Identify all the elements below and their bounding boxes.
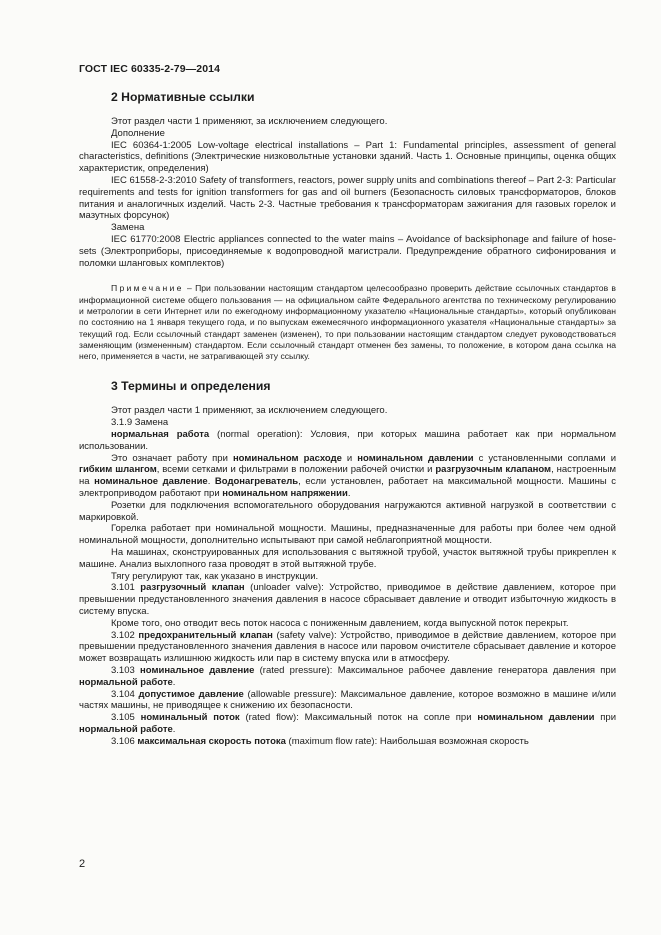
text: Это означает работу при [111, 452, 233, 464]
text: . [207, 476, 215, 488]
term: гибким шлангом [79, 464, 157, 476]
paragraph: Этот раздел части 1 применяют, за исключением следующего. [111, 116, 388, 127]
document-header: ГОСТ IEC 60335-2-79—2014 [79, 63, 221, 75]
definition-text: (normal operation): Условия, при которых машина работает как при нормальном использовании. [79, 429, 616, 452]
paragraph: Дополнение [111, 127, 165, 139]
definition-number: 3.105 [111, 712, 141, 724]
term: номинальном давлении [357, 452, 474, 464]
definition-3-103 [79, 665, 616, 689]
text: , если установлен, работает на максимальной мощности. Машины с электроприводом работают при [79, 476, 617, 500]
paragraph-normal-operation-detail [79, 453, 616, 500]
text: . [347, 488, 351, 500]
term: разгрузочный клапан [140, 582, 245, 594]
term: нормальной работе [79, 723, 173, 735]
paragraph: На машинах, сконструированных для использования с вытяжной трубой, участок вытяжной трубы прикреплен к машине. Анализ выхлопного газа проводят в этой вытяжной трубе. [79, 547, 616, 570]
definition-number: 3.103 [111, 664, 141, 676]
text: , настроенным на [79, 464, 616, 488]
definition-number: 3.106 [111, 735, 138, 747]
page-number: 2 [79, 858, 86, 870]
text: с установленными соплами и [473, 452, 617, 464]
reference-iec-61770: IEC 61770:2008 Electric appliances connected to the water mains – Avoidance of backsiphonage and failure of hose-sets (Электроприборы, присоединяемые к водопроводной магистрали. Предупреждение обратного сифонирования и поломки шланговых комплектов) [79, 233, 616, 269]
section-3-heading: 3 Термины и определения [111, 379, 271, 394]
term: разгрузочным клапаном [435, 464, 552, 476]
term: номинальном напряжении [222, 488, 348, 500]
text: , всеми сетками и фильтрами в положении рабочей очистки и [156, 464, 436, 476]
paragraph: Розетки для подключения вспомогательного оборудования нагружаются активной нагрузкой в соответствии с маркировкой. [79, 499, 616, 523]
definition-text: (rated flow): Максимальный поток на сопле при [239, 712, 478, 724]
definition-text: (allowable pressure): Максимальное давление, которое возможно в машине и/или частях машины, не приводящее к снижению их безопасности. [79, 688, 616, 712]
definition-3-106 [79, 736, 616, 748]
term: максимальная скорость потока [137, 735, 286, 747]
note-text: – При пользовании настоящим стандартом целесообразно проверить действие ссылочных стандартов в информационной системе общего пользования — на официальном сайте Федерального агентства по техническому регулированию и метрологии в сети Интернет или по ежегодному информационному указателю «Национальные стандарты», который опубликован по состоянию на 1 января текущего года, и по выпускам ежемесячного информационного указателя «Национальные стандарты» за текущий год. Если ссылочный стандарт заменен (изменен), то при пользовании настоящим стандартом следует руководствоваться заменяющим (измененным) стандартом. Если ссылочный стандарт отменен без замены, то положение, в котором дана ссылка на него, применяется в части, не затрагивающей эту ссылку. [79, 283, 616, 362]
reference-iec-61558: IEC 61558-2-3:2010 Safety of transformers, reactors, power supply units and combinations thereof – Part 2-3: Particular requirements and tests for ignition transformers for gas and oil burners (Безопасность силовых трансформаторов, блоков питания и аналогичных изделий. Часть 2-3. Частные требования к трансформаторам зажигания для газовых горелок и мазутных форсунок) [79, 174, 616, 222]
text: . [172, 676, 176, 688]
text: . [172, 723, 176, 735]
term: нормальная работа [111, 429, 210, 441]
paragraph: Замена [111, 222, 145, 234]
paragraph: Кроме того, оно отводит весь поток насоса с пониженным давлением, когда выпускной поток перекрыт. [111, 617, 569, 629]
term: номинальном давлении [477, 712, 595, 724]
definition-3-104 [79, 689, 616, 713]
definition-number: 3.101 [111, 582, 141, 594]
paragraph: Тягу регулируют так, как указано в инструкции. [111, 570, 319, 582]
reference-iec-60364: IEC 60364-1:2005 Low-voltage electrical installations – Part 1: Fundamental principles, assessment of general characteristics, definitions (Электрические низковольтные установки зданий. Часть 1. Основные принципы, оценка общих характеристик, определения) [79, 139, 616, 175]
note [79, 283, 616, 362]
term: нормальной работе [79, 676, 173, 688]
definition-number: 3.102 [111, 629, 139, 641]
term: номинальном расходе [232, 452, 342, 464]
definition-text: (unloader valve): Устройство, приводимое в действие давлением, которое при превышении предустановленного значения давления в насосе сбрасывает давление и отводит избыточную жидкость в систему впуска. [79, 582, 616, 617]
definition-number: 3.104 [111, 688, 139, 700]
section-2-heading: 2 Нормативные ссылки [111, 90, 255, 104]
definition-text: (rated pressure): Максимальное рабочее давление генератора давления при [254, 664, 617, 676]
term: предохранительный клапан [138, 629, 273, 641]
term: допустимое давление [138, 688, 244, 700]
paragraph: Этот раздел части 1 применяют, за исключением следующего. [111, 405, 388, 417]
definition-text: (safety valve): Устройство, приводимое в действие давлением, которое при превышении предустановленного значения давления в насосе или паровом очистителе сбрасывает давление и которое может возвращать излишнюю жидкость или пар в систему впуска или в атмосферу. [79, 629, 617, 665]
text: и [341, 452, 358, 464]
definition-normal-operation [79, 429, 616, 453]
note-label: Примечание [111, 283, 184, 294]
text: при [594, 712, 617, 724]
definition-3-101 [79, 582, 616, 617]
term: Водонагреватель [214, 476, 299, 488]
term: номинальное давление [140, 664, 255, 676]
page-body [79, 86, 616, 748]
paragraph: Горелка работает при номинальной мощности. Машины, предназначенные для работы при более чем одной номинальной мощности, дополнительно испытывают при самой неблагоприятной мощности. [79, 523, 616, 547]
term: номинальный поток [140, 712, 240, 724]
paragraph: 3.1.9 Замена [111, 417, 169, 429]
definition-3-102 [79, 630, 616, 665]
definition-text: (maximum flow rate): Наибольшая возможная скорость [285, 735, 529, 747]
term: номинальное давление [94, 476, 208, 488]
definition-3-105 [79, 712, 616, 736]
